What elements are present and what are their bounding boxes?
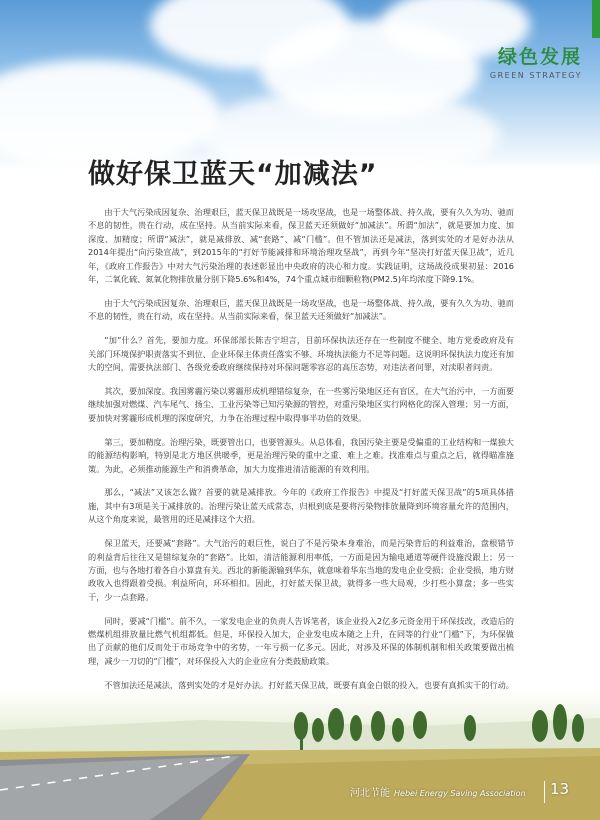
section-title-en: GREEN STRATEGY	[489, 71, 582, 80]
publication-name-en: Hebei Energy Saving Association	[394, 789, 526, 798]
publication-name-cn: 河北节能	[350, 788, 390, 799]
article-title: 做好保卫蓝天“加减法”	[88, 159, 378, 190]
article-body	[88, 206, 514, 740]
paragraph: 不管加法还是减法，落到实处的才是好办法。打好蓝天保卫战，既要有真金白银的投入，也要有真抓实干的行动。	[104, 679, 514, 690]
paragraph: 由于大气污染成因复杂、治理艰巨，蓝天保卫战既是一场攻坚战，也是一场整体战、持久战，要有久久为功、驰而不息的韧性，贵在行动，成在坚持。从当前实际来看，保卫蓝天还须做好“加减法”。	[88, 297, 514, 322]
section-header	[490, 42, 582, 80]
paragraph: 那么，“减法”又该怎么做？首要的就是减排放。今年的《政府工作报告》中提及“打好蓝天保卫战”的5项具体措施，其中有3项是关于减排放的。治理污染让蓝天成常态，归根到底是要将污染物排放量降到环境容量允许的范围内，从这个角度来说，最管用的还是减排这个大招。	[88, 487, 514, 525]
page-number-divider	[544, 781, 545, 803]
paragraph: “加”什么？首先，要加力度。环保部部长陈吉宁坦言，目前环保执法还存在一些制度不健全、地方党委政府及有关部门环境保护职责落实不到位、企业环保主体责任落实不够、环境执法能力不足等问题。这说明环保执法力度还有加大的空间，需要执法部门、各级党委政府继续保持对环保问题零容忍的高压态势，对违法者问罪，对渎职者问责。	[88, 335, 514, 373]
page-number: 13	[550, 780, 570, 798]
paragraph: 由于大气污染成因复杂、治理艰巨，蓝天保卫战既是一场攻坚战，也是一场整体战、持久战，要有久久为功、驰而不息的韧性，贵在行动，成在坚持。从当前实际来看，保卫蓝天还须做好“加减法”。所谓“加法”，就是要加力度、加深度、加精度；所谓“减法”，就是减排放、减“套路”、减“门槛”。但不管加法还是减法，落到实处的才是好办法从2014年提出“向污染宣战”，到2015年的“打好节能减排和环境治理攻坚战”，再到今年“坚决打好蓝天保卫战”，近几年，《政府工作报告》中对大气污染治理的表述彰显出中央政府的决心和力度。实践证明，这场战役成果初显：2016年，二氧化硫、氮氧化物排放量分别下降5.6%和4%，74个重点城市细颗粒物(PM2.5)年均浓度下降9.1%。	[88, 207, 514, 285]
paragraph: 同时，要减“门槛”。前不久，一家发电企业的负责人告诉笔者，该企业投入2亿多元资金用于环保技改，改造后的燃煤机组排放量比燃气机组都低。但是，环保投入加大，企业发电成本随之上升，在同等的行业“门槛”下，为环保做出了贡献的他们反而处于市场竞争中的劣势，一年亏损一亿多元。因此，对涉及环保的体制机制和相关政策要做出梳理，减少一刀切的“门槛”，对环保投入大的企业应有分类鼓励政策。	[88, 615, 514, 666]
sky-background-image	[0, 0, 600, 170]
accent-strip	[592, 0, 600, 38]
section-title-cn: 绿色发展	[497, 46, 582, 68]
paragraph: 第三，要加精度。治理污染，既要管出口，也要管源头。从总体看，我国污染主要是受偏重的工业结构和一煤独大的能源结构影响，特别是北方地区供暖季，更是治理污染的重中之重、难上之难。找准难点与重点之后，就得瞄准施策。为此，必须推动能源生产和消费革命，加大力度推进清洁能源的有效利用。	[88, 436, 514, 474]
footer-publication	[350, 784, 526, 799]
paragraph: 保卫蓝天，还要减“套路”。大气治污的艰巨性，说白了不是污染本身难治，而是污染背后的利益难治，盘根错节的利益背后往往又是错综复杂的“套路”。比如，清洁能源利用率低，一方面是因为输电通道等硬件设施没跟上；另一方面，也与各地打着各自小算盘有关。西北的新能源输到华东，就意味着华东当地的发电企业受损；企业受损，地方财政收入也得跟着受损。利益所向，环环相扣。因此，打好蓝天保卫战，就得多一些大局观，少打些小算盘；多一些实干，少一点套路。	[88, 538, 514, 602]
paragraph: 其次，要加深度。我国雾霾污染以雾霾形成机理错综复杂，在一些雾污染地区还有盲区，在大气治污中，一方面要继续加强对燃煤、汽车尾气、扬尘、工业污染等已知污染源的管控，对重污染地区实行网格化的深入管理；另一方面，要加快对雾霾形成机理的深度研究，力争在治理过程中取得事半功倍的效果。	[88, 385, 514, 423]
